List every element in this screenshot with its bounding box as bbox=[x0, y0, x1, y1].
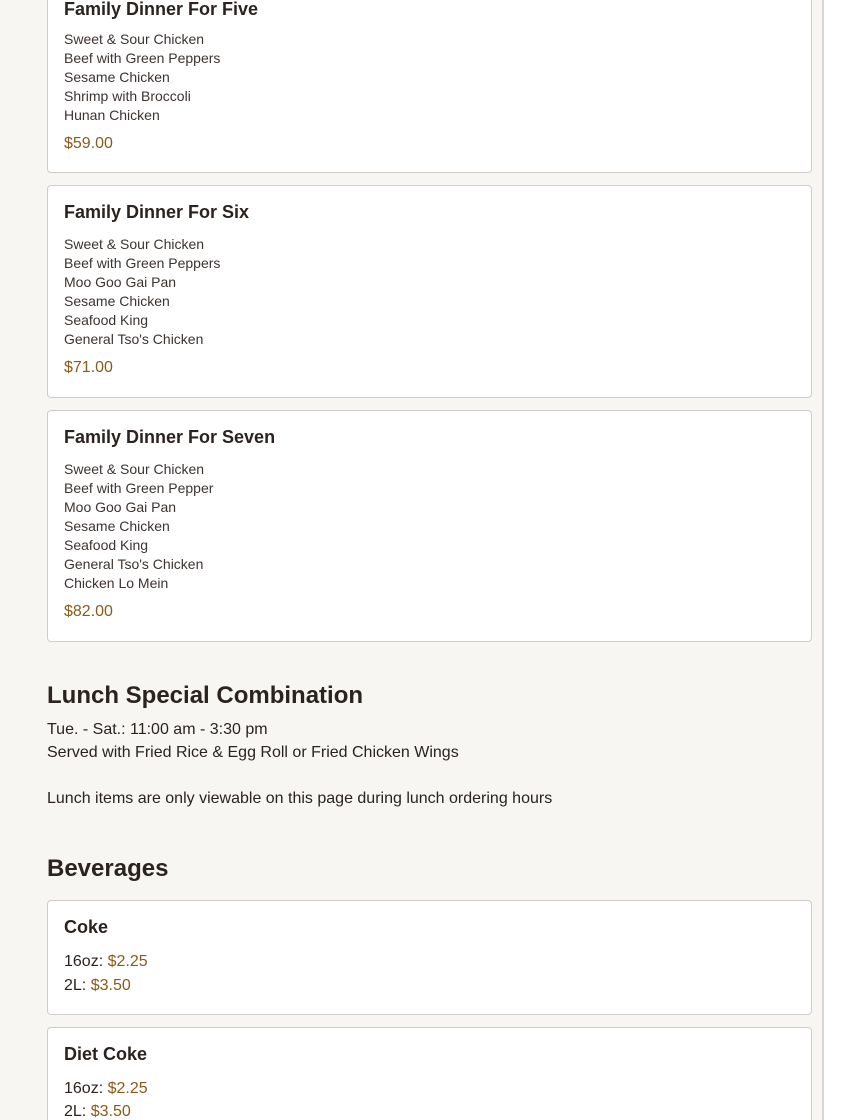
size-option[interactable] bbox=[64, 1080, 148, 1098]
menu-item-card[interactable] bbox=[47, 0, 812, 173]
size-label: 16oz: bbox=[64, 953, 104, 970]
menu-item-price: $82.00 bbox=[64, 603, 113, 620]
size-option[interactable] bbox=[64, 1103, 131, 1120]
scrollbar-track[interactable] bbox=[824, 0, 844, 1120]
list-item: Sweet & Sour Chicken bbox=[64, 236, 205, 252]
menu-item-price: $71.00 bbox=[64, 359, 113, 376]
section-title-lunch-special: Lunch Special Combination bbox=[47, 682, 364, 709]
size-option[interactable] bbox=[64, 953, 148, 971]
size-price: $2.25 bbox=[107, 1080, 148, 1097]
menu-item-title: Family Dinner For Five bbox=[64, 0, 259, 19]
list-item: Sweet & Sour Chicken bbox=[64, 461, 205, 477]
menu-item-card[interactable] bbox=[47, 900, 812, 1015]
list-item: Moo Goo Gai Pan bbox=[64, 274, 177, 290]
menu-item-title: Family Dinner For Seven bbox=[64, 427, 276, 447]
menu-item-contents bbox=[64, 460, 213, 593]
size-price: $2.25 bbox=[107, 953, 148, 970]
menu-item-title: Family Dinner For Six bbox=[64, 202, 250, 222]
menu-item-card[interactable] bbox=[47, 185, 812, 398]
list-item: Beef with Green Peppers bbox=[64, 50, 221, 66]
menu-item-card[interactable] bbox=[47, 410, 812, 642]
list-item: Beef with Green Peppers bbox=[64, 255, 221, 271]
list-item: Sesame Chicken bbox=[64, 518, 170, 534]
list-item: Sweet & Sour Chicken bbox=[64, 31, 205, 47]
list-item: Seafood King bbox=[64, 537, 149, 553]
list-item: Moo Goo Gai Pan bbox=[64, 499, 177, 515]
menu-item-title: Coke bbox=[64, 917, 109, 937]
menu-item-contents bbox=[64, 235, 220, 349]
list-item: Sesame Chicken bbox=[64, 69, 170, 85]
list-item: Seafood King bbox=[64, 312, 149, 328]
size-label: 16oz: bbox=[64, 1080, 104, 1097]
size-price: $3.50 bbox=[90, 977, 131, 994]
size-option[interactable] bbox=[64, 977, 131, 995]
list-item: General Tso's Chicken bbox=[64, 331, 204, 347]
lunch-hours: Tue. - Sat.: 11:00 am - 3:30 pm bbox=[47, 721, 268, 738]
list-item: Shrimp with Broccoli bbox=[64, 88, 191, 104]
size-label: 2L: bbox=[64, 977, 87, 994]
list-item: Hunan Chicken bbox=[64, 107, 160, 123]
menu-item-title: Diet Coke bbox=[64, 1044, 148, 1064]
size-price: $3.50 bbox=[90, 1103, 131, 1120]
list-item: Sesame Chicken bbox=[64, 293, 170, 309]
list-item: General Tso's Chicken bbox=[64, 556, 204, 572]
lunch-served-with: Served with Fried Rice & Egg Roll or Fried Chicken Wings bbox=[47, 744, 459, 761]
menu-item-price: $59.00 bbox=[64, 135, 113, 152]
menu-item-contents bbox=[64, 30, 220, 125]
menu-item-card[interactable] bbox=[47, 1027, 812, 1120]
list-item: Beef with Green Pepper bbox=[64, 480, 214, 496]
size-label: 2L: bbox=[64, 1103, 87, 1120]
lunch-notice: Lunch items are only viewable on this page during lunch ordering hours bbox=[47, 790, 553, 807]
list-item: Chicken Lo Mein bbox=[64, 575, 169, 591]
section-title-beverages: Beverages bbox=[47, 855, 169, 882]
